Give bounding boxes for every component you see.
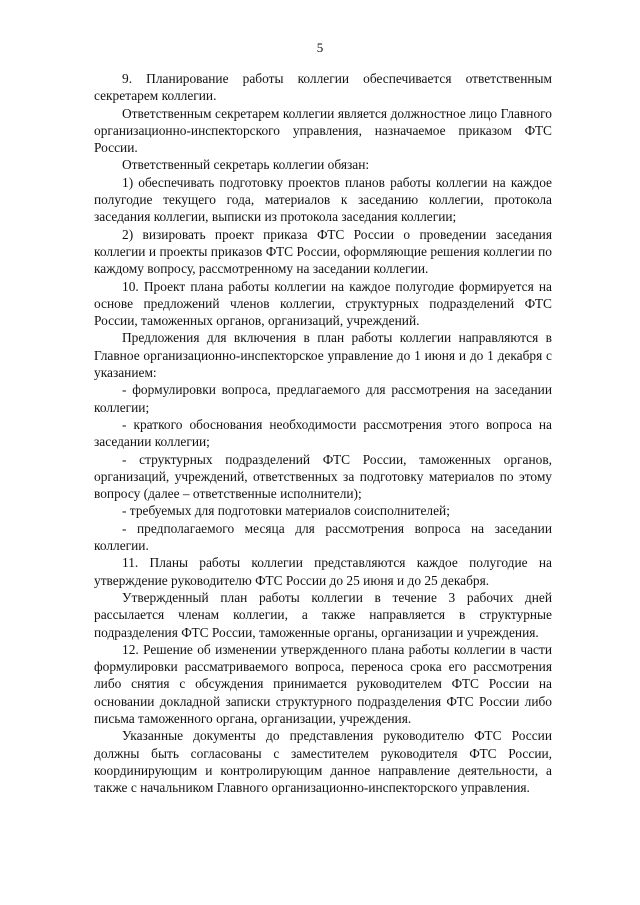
page-number: 5 — [316, 40, 324, 55]
list-item-justification: - краткого обоснования необходимости рассмотрения этого вопроса на заседании коллегии; — [94, 416, 552, 450]
list-item-responsible: - структурных подразделений ФТС России, таможенных органов, организаций, учреждений, ответственных за подготовку материалов по этому вопросу (далее – ответственные исполнители); — [94, 451, 552, 502]
paragraph-documents-approval: Указанные документы до представления руководителю ФТС России должны быть согласованы с заместителем руководителя ФТС России, координирующим и контролирующим данное направление деятельности, а также с начальником Главного организационно-инспекторского управления. — [94, 728, 552, 796]
paragraph-secretary-definition: Ответственным секретарем коллегии является должностное лицо Главного организационно-инспекторского управления, назначаемое приказом ФТС России. — [94, 105, 552, 156]
list-item-month: - предполагаемого месяца для рассмотрения вопроса на заседании коллегии. — [94, 520, 552, 554]
paragraph-9: 9. Планирование работы коллегии обеспечивается ответственным секретарем коллегии. — [94, 71, 552, 104]
paragraph-11: 11. Планы работы коллегии представляются каждое полугодие на утверждение руководителю ФТС России до 25 июня и до 25 декабря. — [94, 555, 552, 588]
paragraph-12: 12. Решение об изменении утвержденного плана работы коллегии в части формулировки рассматриваемого вопроса, переноса срока его рассмотрения либо снятия с обсуждения принимается руководителем ФТС России на основании докладной записки структурного подразделения ФТС России либо письма таможенного органа, организации, учреждения. — [94, 641, 552, 726]
list-item-coexecutors: - требуемых для подготовки материалов соисполнителей; — [122, 503, 450, 519]
list-item-wording: - формулировки вопроса, предлагаемого для рассмотрения на заседании коллегии; — [94, 382, 552, 415]
paragraph-duty-2: 2) визировать проект приказа ФТС России о проведении заседания коллегии и проекты приказов ФТС России, оформляющие решения коллегии по каждому вопросу, рассмотренному на заседании коллегии. — [94, 226, 552, 277]
paragraph-proposals: Предложения для включения в план работы коллегии направляются в Главное организационно-инспекторское управление до 1 июня и до 1 декабря с указанием: — [94, 330, 552, 381]
paragraph-10: 10. Проект плана работы коллегии на каждое полугодие формируется на основе предложений членов коллегии, структурных подразделений ФТС России, таможенных органов, организаций, учреждений. — [94, 278, 552, 329]
document-body — [94, 70, 552, 796]
paragraph-approved-plan: Утвержденный план работы коллегии в течение 3 рабочих дней рассылается членам коллегии, а также направляется в структурные подразделения ФТС России, таможенные органы, организации и учреждения. — [94, 589, 552, 640]
paragraph-duty-1: 1) обеспечивать подготовку проектов планов работы коллегии на каждое полугодие текущего года, материалов к заседанию коллегии, протокола заседания коллегии, выписки из протокола заседания коллегии; — [94, 174, 552, 225]
paragraph-secretary-duties-intro: Ответственный секретарь коллегии обязан: — [122, 157, 370, 173]
